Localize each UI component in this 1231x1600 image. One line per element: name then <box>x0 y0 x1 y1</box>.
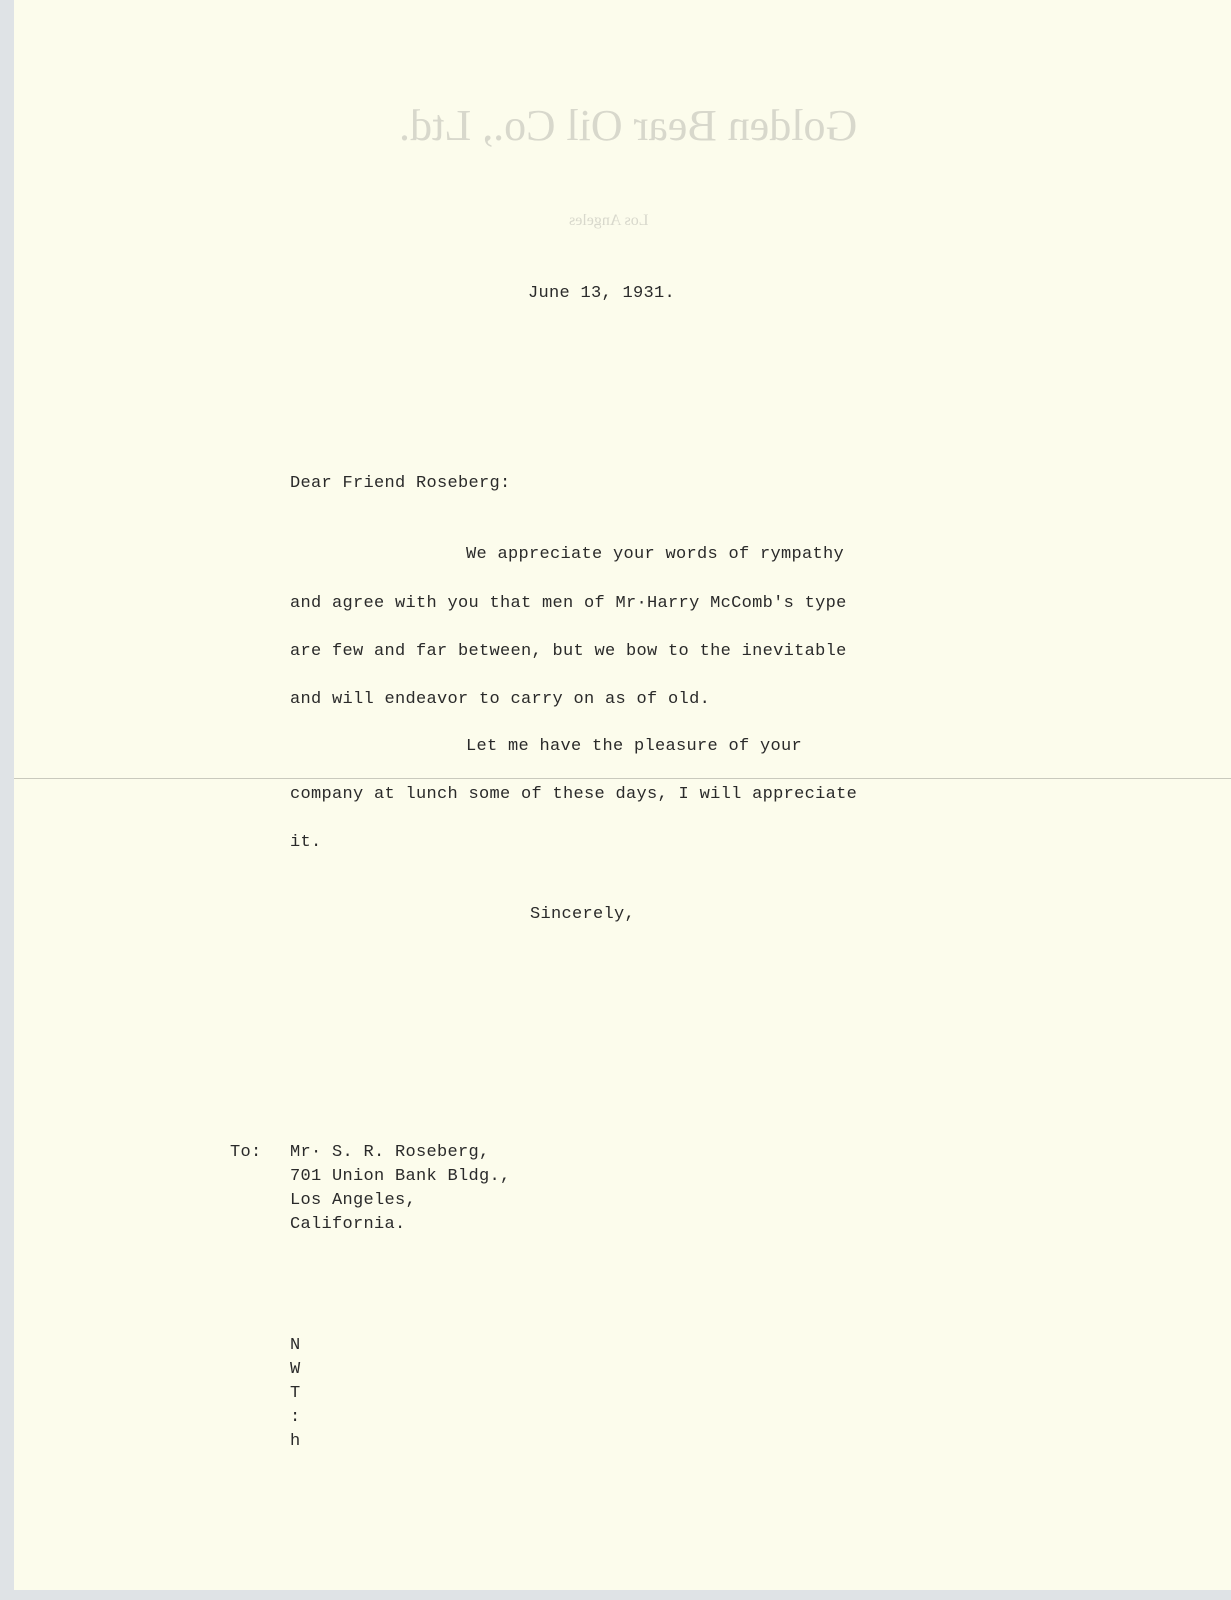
typist-initials <box>290 1334 310 1454</box>
address-label: To: <box>230 1143 262 1162</box>
letter-date: June 13, 1931. <box>528 284 676 303</box>
body-line: it. <box>290 833 322 852</box>
fold-line <box>14 778 1231 779</box>
closing: Sincerely, <box>530 905 636 924</box>
letter-page <box>14 0 1231 1590</box>
body-line: and agree with you that men of Mr·Harry McComb's type <box>290 594 847 613</box>
salutation: Dear Friend Roseberg: <box>290 474 511 493</box>
initial: T <box>290 1384 301 1403</box>
initial: : <box>290 1408 301 1427</box>
body-line: We appreciate your words of rympathy <box>466 545 845 564</box>
address-line: California. <box>290 1215 406 1234</box>
body-line: and will endeavor to carry on as of old. <box>290 690 711 709</box>
address-line: 701 Union Bank Bldg., <box>290 1167 511 1186</box>
initial: W <box>290 1360 301 1379</box>
body-line: company at lunch some of these days, I will appreciate <box>290 785 858 804</box>
initial: h <box>290 1432 301 1451</box>
body-line: Let me have the pleasure of your <box>466 737 803 756</box>
address-line: Mr· S. R. Roseberg, <box>290 1143 490 1162</box>
body-line: are few and far between, but we bow to the inevitable <box>290 642 847 661</box>
letterhead-company-bleedthrough: Golden Bear Oil Co., Ltd. <box>399 101 858 150</box>
letterhead-city-bleedthrough: Los Angeles <box>569 212 649 229</box>
address-line: Los Angeles, <box>290 1191 417 1210</box>
initial: N <box>290 1336 301 1355</box>
